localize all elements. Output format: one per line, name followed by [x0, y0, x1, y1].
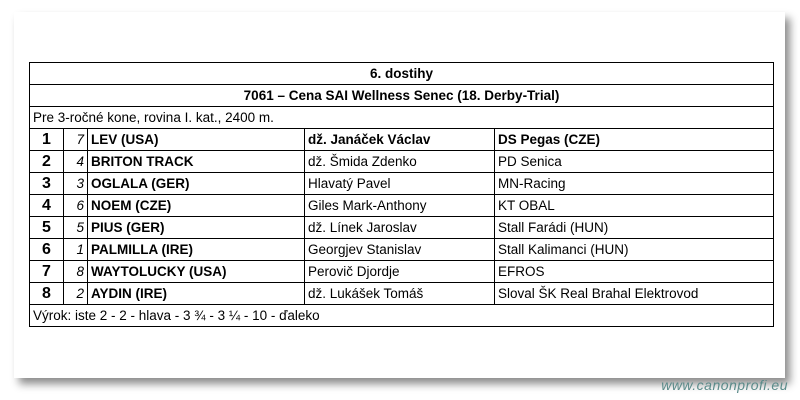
owner-name: Stall Farádi (HUN)	[495, 217, 774, 239]
horse-name: PALMILLA (IRE)	[88, 239, 305, 261]
horse-name: LEV (USA)	[88, 129, 305, 151]
owner-name: KT OBAL	[495, 195, 774, 217]
jockey-name: dž. Línek Jaroslav	[305, 217, 495, 239]
place-number: 8	[30, 283, 64, 305]
result-row	[30, 305, 774, 327]
race-results-table	[29, 62, 774, 327]
start-number: 8	[64, 261, 88, 283]
table-row	[30, 283, 774, 305]
jockey-name: Perovič Djordje	[305, 261, 495, 283]
table-row	[30, 129, 774, 151]
jockey-name: dž. Šmida Zdenko	[305, 151, 495, 173]
jockey-name: dž. Janáček Václav	[305, 129, 495, 151]
place-number: 4	[30, 195, 64, 217]
horse-name: OGLALA (GER)	[88, 173, 305, 195]
race-heading: 6. dostihy	[30, 63, 774, 85]
place-number: 2	[30, 151, 64, 173]
horse-name: WAYTOLUCKY (USA)	[88, 261, 305, 283]
place-number: 3	[30, 173, 64, 195]
table-row	[30, 151, 774, 173]
table-row	[30, 173, 774, 195]
horse-name: NOEM (CZE)	[88, 195, 305, 217]
place-number: 5	[30, 217, 64, 239]
place-number: 7	[30, 261, 64, 283]
start-number: 2	[64, 283, 88, 305]
place-number: 1	[30, 129, 64, 151]
owner-name: PD Senica	[495, 151, 774, 173]
heading-row	[30, 63, 774, 85]
jockey-name: Hlavatý Pavel	[305, 173, 495, 195]
start-number: 4	[64, 151, 88, 173]
jockey-name: Georgjev Stanislav	[305, 239, 495, 261]
owner-name: EFROS	[495, 261, 774, 283]
owner-name: Stall Kalimanci (HUN)	[495, 239, 774, 261]
race-verdict: Výrok: iste 2 - 2 - hlava - 3 ¾ - 3 ¼ - 10 - ďaleko	[30, 305, 774, 327]
start-number: 1	[64, 239, 88, 261]
table-row	[30, 217, 774, 239]
start-number: 7	[64, 129, 88, 151]
owner-name: Sloval ŠK Real Brahal Elektrovod	[495, 283, 774, 305]
owner-name: MN-Racing	[495, 173, 774, 195]
race-name: 7061 – Cena SAI Wellness Senec (18. Derby-Trial)	[30, 85, 774, 107]
place-number: 6	[30, 239, 64, 261]
jockey-name: Giles Mark-Anthony	[305, 195, 495, 217]
horse-name: PIUS (GER)	[88, 217, 305, 239]
table-row	[30, 239, 774, 261]
race-conditions: Pre 3-ročné kone, rovina I. kat., 2400 m.	[30, 107, 774, 129]
owner-name: DS Pegas (CZE)	[495, 129, 774, 151]
race-name-row	[30, 85, 774, 107]
horse-name: AYDIN (IRE)	[88, 283, 305, 305]
table-row	[30, 261, 774, 283]
start-number: 5	[64, 217, 88, 239]
jockey-name: dž. Lukášek Tomáš	[305, 283, 495, 305]
conditions-row	[30, 107, 774, 129]
table-row	[30, 195, 774, 217]
results-card	[14, 12, 785, 378]
watermark-text: www.canonprofi.eu	[661, 377, 788, 393]
horse-name: BRITON TRACK	[88, 151, 305, 173]
start-number: 3	[64, 173, 88, 195]
start-number: 6	[64, 195, 88, 217]
